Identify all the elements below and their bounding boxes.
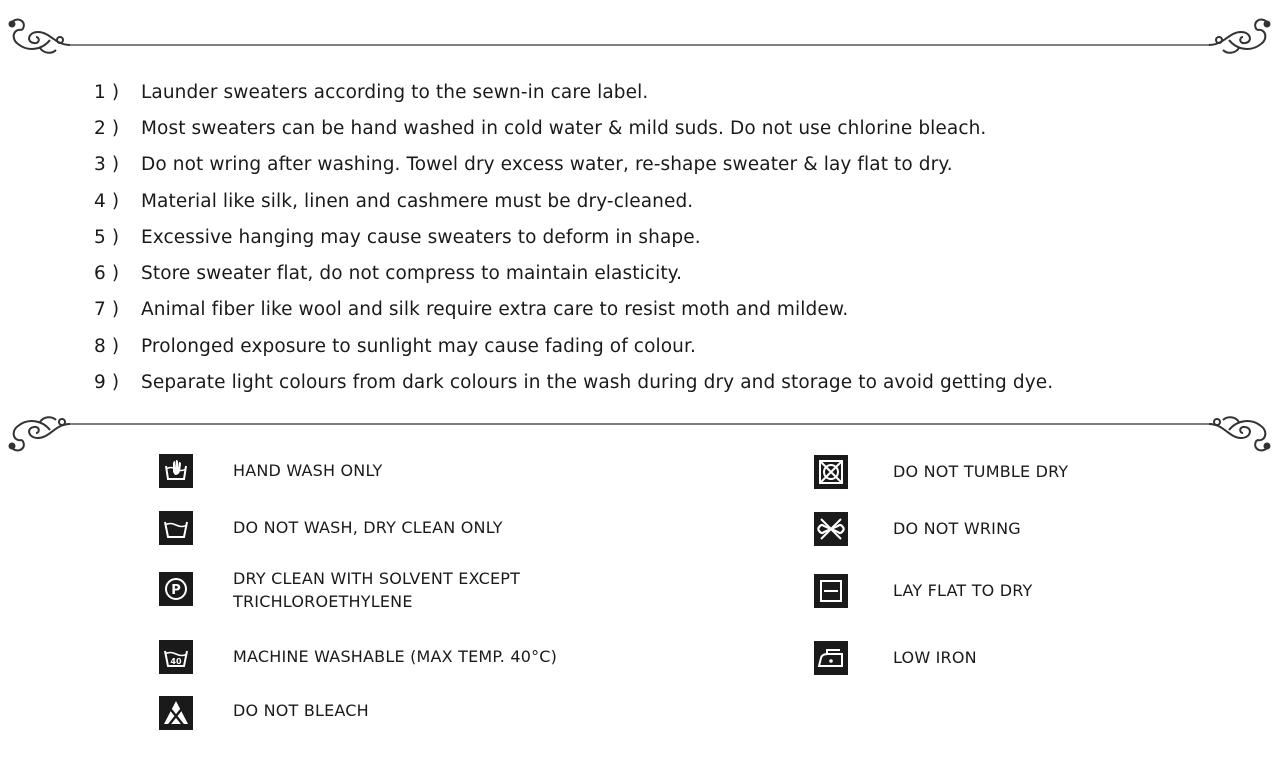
- list-item: [94, 255, 1053, 291]
- care-symbol-hand-wash: [159, 454, 383, 488]
- symbol-label: DO NOT WASH, DRY CLEAN ONLY: [233, 518, 503, 537]
- symbol-label-multiline: [233, 567, 520, 613]
- list-item: [94, 110, 1053, 146]
- list-item: [94, 328, 1053, 364]
- flourish-left-icon: [10, 20, 71, 53]
- flourish-right-icon: [1209, 417, 1270, 450]
- symbol-label-line-2: TRICHLOROETHYLENE: [233, 592, 413, 611]
- care-symbol-do-not-wring: [814, 512, 1021, 546]
- item-text: Prolonged exposure to sunlight may cause fading of colour.: [141, 335, 696, 357]
- symbol-label: DO NOT WRING: [893, 519, 1021, 538]
- low-iron-icon: [814, 641, 848, 675]
- flourish-left-icon: [10, 417, 71, 450]
- list-item: [94, 147, 1053, 183]
- item-text: Excessive hanging may cause sweaters to deform in shape.: [141, 226, 701, 248]
- top-ornamental-divider: [0, 10, 1279, 70]
- item-text: Most sweaters can be hand washed in cold water & mild suds. Do not use chlorine bleach.: [141, 117, 987, 139]
- do-not-wash-icon: [159, 511, 193, 545]
- item-text: Animal fiber like wool and silk require extra care to resist moth and mildew.: [141, 299, 849, 321]
- symbol-label: LOW IRON: [893, 648, 977, 667]
- icon-temperature-text: 40: [170, 657, 182, 666]
- svg-text:P: P: [171, 583, 181, 598]
- item-number: 5 ): [94, 226, 120, 248]
- care-symbol-do-not-tumble-dry: [814, 455, 1069, 489]
- care-symbol-low-iron: [814, 641, 977, 675]
- item-number: 3 ): [94, 154, 120, 176]
- item-text: Do not wring after washing. Towel dry excess water, re-shape sweater & lay flat to dry.: [141, 154, 953, 176]
- item-number: 9 ): [94, 372, 120, 394]
- item-text: Store sweater flat, do not compress to maintain elasticity.: [141, 263, 683, 285]
- symbol-label: DO NOT TUMBLE DRY: [893, 462, 1069, 481]
- symbol-label: DO NOT BLEACH: [233, 701, 369, 720]
- item-text: Material like silk, linen and cashmere must be dry-cleaned.: [141, 190, 694, 212]
- item-text: Separate light colours from dark colours in the wash during dry and storage to avoid getting dye.: [141, 372, 1054, 394]
- symbol-label: HAND WASH ONLY: [233, 461, 383, 480]
- symbol-label: MACHINE WASHABLE (MAX TEMP. 40°C): [233, 647, 558, 666]
- lay-flat-to-dry-icon: [814, 574, 848, 608]
- symbol-label-line-1: DRY CLEAN WITH SOLVENT EXCEPT: [233, 569, 521, 588]
- care-symbol-do-not-bleach: [159, 696, 369, 730]
- care-symbol-do-not-wash: [159, 511, 503, 545]
- list-item: [94, 364, 1053, 400]
- do-not-tumble-dry-icon: [814, 455, 848, 489]
- item-number: 2 ): [94, 117, 120, 139]
- do-not-bleach-icon: [159, 696, 193, 730]
- item-number: 7 ): [94, 299, 120, 321]
- care-symbol-machine-wash: [159, 640, 558, 674]
- item-number: 6 ): [94, 263, 120, 285]
- item-text: Launder sweaters according to the sewn-in care label.: [141, 81, 649, 103]
- list-item: [94, 74, 1053, 110]
- dry-clean-p-icon: [159, 572, 193, 606]
- care-symbol-lay-flat: [814, 574, 1033, 608]
- care-instructions-list: [94, 74, 1053, 401]
- list-item: [94, 183, 1053, 219]
- item-number: 8 ): [94, 335, 120, 357]
- do-not-wring-icon: [814, 512, 848, 546]
- list-item: [94, 292, 1053, 328]
- symbol-label: LAY FLAT TO DRY: [893, 581, 1033, 600]
- item-number: 1 ): [94, 81, 120, 103]
- care-symbol-dry-clean-p: [159, 569, 521, 611]
- list-item: [94, 219, 1053, 255]
- item-number: 4 ): [94, 190, 120, 212]
- machine-wash-40-icon: [159, 640, 193, 674]
- hand-wash-icon: [159, 454, 193, 488]
- flourish-right-icon: [1209, 20, 1270, 53]
